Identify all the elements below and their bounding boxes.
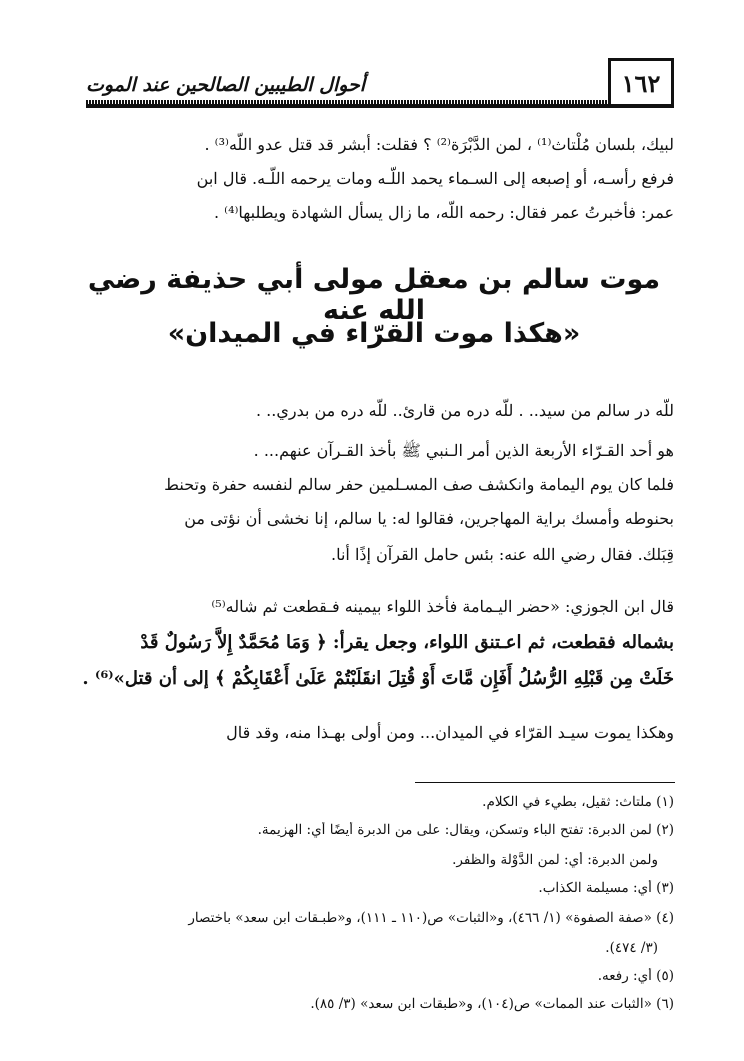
text-line: هو أحد القـرّاء الأربعة الذين أمر الـنبي ﷺ بأخذ القـرآن عنهم... . xyxy=(253,441,674,460)
running-title: أحوال الطيبين الصالحين عند الموت xyxy=(86,74,366,96)
text-line: فرفع رأسـه، أو إصبعه إلى السـماء يحمد اللّـه ومات يرحمه اللّـه. قال ابن xyxy=(196,169,674,188)
footnote: ولمن الدبرة: أي: لمن الدَّوْلة والظفر. xyxy=(452,852,658,868)
footnote: (٦) «الثبات عند الممات» ص(١٠٤)، و«طبقات ابن سعد» (٣/ ٨٥). xyxy=(310,996,674,1012)
text-line: قِبَلك. فقال رضي الله عنه: بئس حامل القرآن إذًا أنا. xyxy=(331,545,674,564)
quran-line: بشماله فقطعت، ثم اعـتنق اللواء، وجعل يقرأ: ﴿ وَمَا مُحَمَّدٌ إِلاَّ رَسُولٌ قَدْ xyxy=(140,632,674,653)
footnote-rule xyxy=(415,782,675,783)
section-title: موت سالم بن معقل مولى أبي حذيفة رضي الله عنه xyxy=(87,264,661,326)
section-subtitle: «هكذا موت القرّاء في الميدان» xyxy=(167,318,581,349)
footnote: (١) ملتاث: ثقيل، بطيء في الكلام. xyxy=(482,794,674,810)
text-line: عمر: فأخبرتُ عمر فقال: رحمه اللّه، ما زال يسأل الشهادة ويطلبها⁽⁴⁾ . xyxy=(213,203,674,222)
text-line: للّه در سالم من سيد.. . للّه دره من قارئ.. للّه دره من بدري.. . xyxy=(255,401,674,420)
footnote: (٣/ ٤٧٤). xyxy=(605,940,658,956)
text-line: قال ابن الجوزي: «حضر اليـمامة فأخذ اللواء بيمينه فـقطعت ثم شاله⁽⁵⁾ xyxy=(211,597,674,616)
header-rule xyxy=(86,104,674,108)
footnote: (٥) أي: رفعه. xyxy=(597,968,674,984)
page-number: ١٦٢ xyxy=(608,58,674,108)
footnote: (٤) «صفة الصفوة» (١/ ٤٦٦)، و«الثبات» ص(١١٠ ـ ١١١)، و«طبـقات ابن سعد» باختصار xyxy=(188,910,674,926)
text-line: وهكذا يموت سيـد القرّاء في الميدان... ومن أولى بهـذا منه، وقد قال xyxy=(226,723,674,742)
footnote: (٣) أي: مسيلمة الكذاب. xyxy=(538,880,674,896)
quran-line: خَلَتْ مِن قَبْلِهِ الرُّسُلُ أَفَإِن مَّاتَ أَوْ قُتِلَ انقَلَبْتُمْ عَلَىٰ أَعْقَابِكُمْ ﴾ إلى أن قتل»⁽⁶⁾ . xyxy=(82,668,674,689)
text-line: لبيك، بلسان مُلْتاث⁽¹⁾ ، لمن الدَّبْرَة⁽²⁾ ؟ فقلت: أبشر قد قتل عدو اللّه⁽³⁾ . xyxy=(204,135,674,154)
text-line: فلما كان يوم اليمامة وانكشف صف المسـلمين حفر سالم لنفسه حفرة وتحنط xyxy=(164,475,674,494)
page-header xyxy=(86,58,674,110)
text-line: بحنوطه وأمسك براية المهاجرين، فقالوا له: يا سالم، إنا نخشى أن نؤتى من xyxy=(184,509,674,528)
footnote: (٢) لمن الدبرة: تفتح الباء وتسكن، ويقال: على من الدبرة أيضًا أي: الهزيمة. xyxy=(257,822,674,838)
